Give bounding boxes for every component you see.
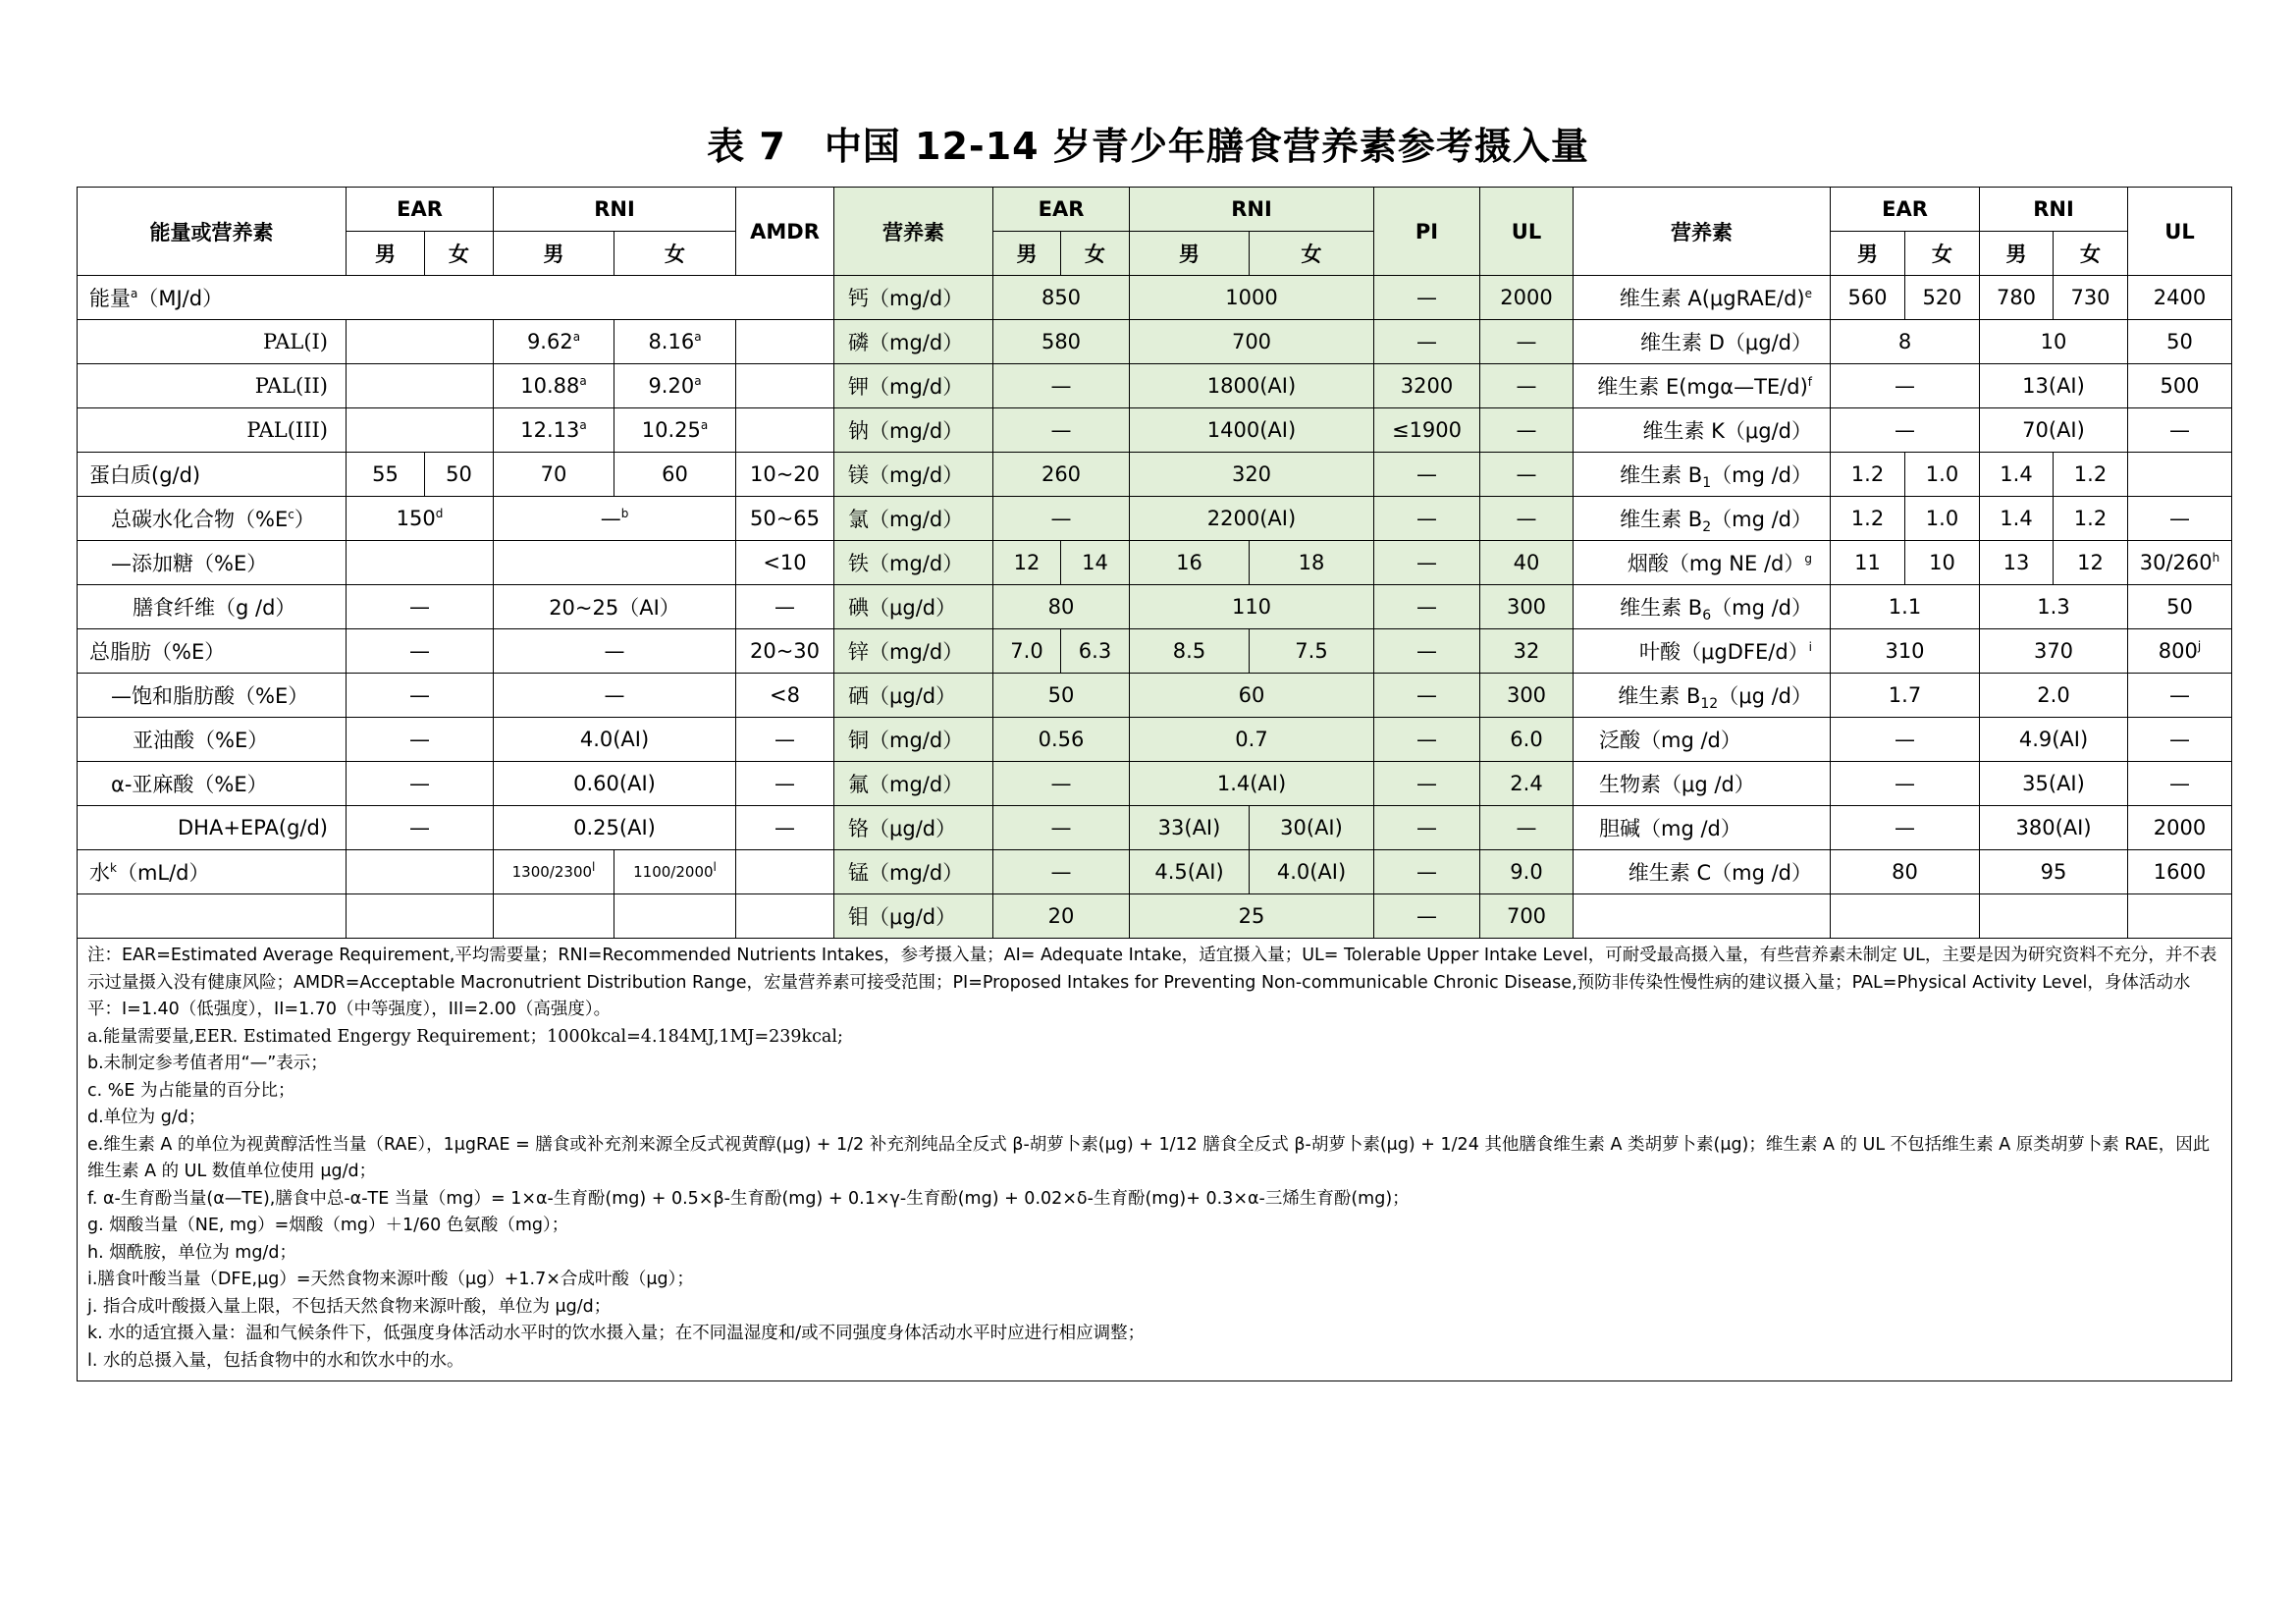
rni-female-value: 30(AI): [1250, 806, 1374, 850]
note-k: k. 水的适宜摄入量：温和气候条件下，低强度身体活动水平时的饮水摄入量；在不同温湿度和/或不同强度身体活动水平时应进行相应调整；: [87, 1324, 1146, 1343]
rni-value: 2200(AI): [1130, 497, 1374, 541]
table-row: [78, 762, 2232, 806]
rni-value: 380(AI): [1980, 806, 2128, 850]
rni-value: 25: [1130, 894, 1374, 939]
rni-value: —: [494, 629, 736, 674]
table-row: [78, 585, 2232, 629]
header-rni-right: RNI: [1980, 188, 2128, 232]
ear-value: 1.7: [1831, 674, 1980, 718]
header-nutrient-left: 能量或营养素: [78, 188, 347, 276]
ear-male-value: 1.2: [1831, 453, 1905, 497]
rni-value: 0.60(AI): [494, 762, 736, 806]
ul-value: 40: [1480, 541, 1574, 585]
ear-male-value: 12: [993, 541, 1061, 585]
ear-male-value: 11: [1831, 541, 1905, 585]
rni-value: [494, 541, 736, 585]
amdr-value: [736, 408, 834, 453]
ear-value: —: [993, 497, 1130, 541]
rni-value: 1.3: [1980, 585, 2128, 629]
rni-value: 1000: [1130, 276, 1374, 320]
rni-female-value: 7.5: [1250, 629, 1374, 674]
fiber-label: 膳食纤维（g /d）: [78, 585, 347, 629]
vitamin-name: 生物素（μg /d）: [1574, 762, 1831, 806]
rni-value: 320: [1130, 453, 1374, 497]
table-row: [78, 718, 2232, 762]
header-amdr: AMDR: [736, 188, 834, 276]
ear-value: —: [993, 806, 1130, 850]
amdr-value: 20~30: [736, 629, 834, 674]
vitamin-name: 维生素 D（μg/d）: [1574, 320, 1831, 364]
ul-value: 50: [2128, 320, 2232, 364]
header-ear-mid: EAR: [993, 188, 1130, 232]
rni-male-value: 1.4: [1980, 453, 2054, 497]
ul-value: 500: [2128, 364, 2232, 408]
note-d: d.单位为 g/d；: [87, 1108, 206, 1127]
ul-value: 1600: [2128, 850, 2232, 894]
vitamin-name: 维生素 A(μgRAE/d)$^e$: [1574, 276, 1831, 320]
vitamin-name: 泛酸（mg /d）: [1574, 718, 1831, 762]
mineral-name: 氟（mg/d）: [834, 762, 993, 806]
pi-value: —: [1374, 718, 1480, 762]
table-row: [78, 629, 2232, 674]
ear-female-value: 1.0: [1905, 453, 1980, 497]
header-ear-right: EAR: [1831, 188, 1980, 232]
ul-value: 30/260$^h$: [2128, 541, 2232, 585]
vitamin-name: 维生素 $B_2(mg$ /d）: [1574, 497, 1831, 541]
empty-cell: [614, 894, 736, 939]
notes-row: [78, 939, 2232, 1381]
rni-female-value: 60: [614, 453, 736, 497]
amdr-value: 10~20: [736, 453, 834, 497]
table-row: [78, 850, 2232, 894]
mineral-name: 碘（μg/d）: [834, 585, 993, 629]
pi-value: —: [1374, 585, 1480, 629]
rni-value: —$^b$: [494, 497, 736, 541]
ear-value: 310: [1831, 629, 1980, 674]
table-row: [78, 364, 2232, 408]
vitamin-name: 维生素 E(mgα—TE/d)$^f$: [1574, 364, 1831, 408]
rni-male-value: 4.5(AI): [1130, 850, 1250, 894]
ear-value: 80: [993, 585, 1130, 629]
rni-male-value: 10.88$^a$: [494, 364, 614, 408]
note-a: a.能量需要量,EER. Estimated Engergy Requirement；1000kcal=4.184MJ,1MJ=239kcal;: [87, 1026, 843, 1047]
ear-male-value: 560: [1831, 276, 1905, 320]
mineral-name: 钠（mg/d）: [834, 408, 993, 453]
ear-value: —: [993, 850, 1130, 894]
rni-male-value: 33(AI): [1130, 806, 1250, 850]
rni-value: 2.0: [1980, 674, 2128, 718]
vitamin-name: 维生素 $B_{12}(\mu g$ /d）: [1574, 674, 1831, 718]
table-row: [78, 497, 2232, 541]
empty-cell: [736, 894, 834, 939]
ear-male-value: 1.2: [1831, 497, 1905, 541]
mineral-name: 钙（mg/d）: [834, 276, 993, 320]
ul-value: —: [2128, 718, 2232, 762]
rni-value: 13(AI): [1980, 364, 2128, 408]
pal-label: PAL(III): [78, 408, 347, 453]
ear-value: —: [993, 364, 1130, 408]
empty-cell: [1980, 894, 2128, 939]
note-l: l. 水的总摄入量，包括食物中的水和饮水中的水。: [87, 1350, 464, 1371]
header-pi: PI: [1374, 188, 1480, 276]
ear-value: —: [1831, 718, 1980, 762]
mineral-name: 磷（mg/d）: [834, 320, 993, 364]
header-male: 男: [347, 232, 425, 276]
rni-male-value: 8.5: [1130, 629, 1250, 674]
vitamin-name: 烟酸（mg NE /d）$^g$: [1574, 541, 1831, 585]
pal-label: PAL(I): [78, 320, 347, 364]
ul-value: —: [1480, 408, 1574, 453]
header-rni-left: RNI: [494, 188, 736, 232]
ala-label: α-亚麻酸（%E）: [78, 762, 347, 806]
pi-value: —: [1374, 762, 1480, 806]
rni-male-value: 16: [1130, 541, 1250, 585]
ul-value: 9.0: [1480, 850, 1574, 894]
ul-value: [2128, 453, 2232, 497]
note-intro: 注：EAR=Estimated Average Requirement,平均需要量；RNI=Recommended Nutrients Intakes，参考摄入量；AI= Adequate Intake，适宜摄入量；UL= Tolerable Upper Intake Level，可耐受最高摄入量，有些营养素未制定 UL，主要是因为研究资料不充分，并不表示过量摄入没有健康风险；AMDR=Acceptable Macronutrient Distribution Range，宏量营养素可接受范围；PI=Proposed Intakes for Preventing Non-communicable Chronic Disease,预防非传染性慢性病的建议摄入量；PAL=Physical Activity Level，身体活动水平：I=1.40（低强度），II=1.70（中等强度），III=2.00（高强度）。: [87, 946, 2217, 1019]
mineral-name: 镁（mg/d）: [834, 453, 993, 497]
ear-value: [347, 408, 494, 453]
amdr-value: [736, 850, 834, 894]
water-label: 水$^k$（mL/d）: [78, 850, 347, 894]
ul-value: —: [2128, 762, 2232, 806]
ul-value: 300: [1480, 674, 1574, 718]
sfa-label: —饱和脂肪酸（%E）: [78, 674, 347, 718]
ear-value: —: [347, 806, 494, 850]
ul-value: 300: [1480, 585, 1574, 629]
ul-value: 32: [1480, 629, 1574, 674]
mineral-name: 钾（mg/d）: [834, 364, 993, 408]
rni-value: 70(AI): [1980, 408, 2128, 453]
ul-value: —: [1480, 364, 1574, 408]
ear-value: 20: [993, 894, 1130, 939]
rni-male-value: 1.4: [1980, 497, 2054, 541]
table-row: [78, 894, 2232, 939]
vitamin-name: 维生素 $B_6(mg$ /d）: [1574, 585, 1831, 629]
vitamin-name: 胆碱（mg /d）: [1574, 806, 1831, 850]
header-ul-right: UL: [2128, 188, 2232, 276]
ear-value: —: [347, 585, 494, 629]
ul-value: 2.4: [1480, 762, 1574, 806]
mineral-name: 钼（μg/d）: [834, 894, 993, 939]
ear-value: 80: [1831, 850, 1980, 894]
ear-value: 580: [993, 320, 1130, 364]
rni-value: 1800(AI): [1130, 364, 1374, 408]
rni-female-value: 8.16$^a$: [614, 320, 736, 364]
ear-female-value: 520: [1905, 276, 1980, 320]
vitamin-name: 叶酸（μgDFE/d）$^i$: [1574, 629, 1831, 674]
ear-value: —: [347, 629, 494, 674]
carb-label: 总碳水化合物$(\%E^c)$: [78, 497, 347, 541]
rni-value: 0.25(AI): [494, 806, 736, 850]
empty-cell: [2128, 894, 2232, 939]
ear-value: [347, 541, 494, 585]
la-label: 亚油酸（%E）: [78, 718, 347, 762]
pi-value: —: [1374, 276, 1480, 320]
empty-cell: [347, 894, 494, 939]
vitamin-name: 维生素 $B_1(mg$ /d）: [1574, 453, 1831, 497]
ear-value: —: [993, 762, 1130, 806]
empty-cell: [1574, 894, 1831, 939]
rni-female-value: 18: [1250, 541, 1374, 585]
header-female: 女: [1250, 232, 1374, 276]
header-female: 女: [425, 232, 494, 276]
table-row: [78, 806, 2232, 850]
rni-male-value: 70: [494, 453, 614, 497]
pi-value: —: [1374, 453, 1480, 497]
ear-value: —: [1831, 364, 1980, 408]
empty-cell: [1831, 894, 1980, 939]
table-row: [78, 453, 2232, 497]
ul-value: —: [2128, 674, 2232, 718]
mineral-name: 铬（μg/d）: [834, 806, 993, 850]
header-female: 女: [1061, 232, 1130, 276]
vitamin-name: 维生素 K（μg/d）: [1574, 408, 1831, 453]
note-h: h. 烟酰胺，单位为 mg/d；: [87, 1242, 296, 1263]
rni-value: 110: [1130, 585, 1374, 629]
empty-cell: [78, 894, 347, 939]
ear-female-value: 14: [1061, 541, 1130, 585]
ul-value: —: [1480, 453, 1574, 497]
ear-value: [347, 850, 494, 894]
page-title: 表 7 中国 12-14 岁青少年膳食营养素参考摄入量: [707, 125, 1589, 168]
amdr-value: —: [736, 762, 834, 806]
amdr-value: 50~65: [736, 497, 834, 541]
rni-female-value: 10.25$^a$: [614, 408, 736, 453]
header-female: 女: [614, 232, 736, 276]
ul-value: 800$^j$: [2128, 629, 2232, 674]
table-row: [78, 276, 2232, 320]
mineral-name: 铜（mg/d）: [834, 718, 993, 762]
rni-male-value: 780: [1980, 276, 2054, 320]
ear-value: 150$^d$: [347, 497, 494, 541]
table-row: [78, 408, 2232, 453]
ul-value: 700: [1480, 894, 1574, 939]
header-nutrient-right: 营养素: [1574, 188, 1831, 276]
rni-value: 35(AI): [1980, 762, 2128, 806]
ear-value: —: [347, 674, 494, 718]
ear-value: 0.56: [993, 718, 1130, 762]
pi-value: —: [1374, 629, 1480, 674]
rni-value: 95: [1980, 850, 2128, 894]
ul-value: 50: [2128, 585, 2232, 629]
rni-male-value: 13: [1980, 541, 2054, 585]
ul-value: —: [1480, 806, 1574, 850]
rni-value: 4.0(AI): [494, 718, 736, 762]
rni-value: 700: [1130, 320, 1374, 364]
note-c: c. %E 为占能量的百分比；: [87, 1080, 295, 1101]
rni-value: 1400(AI): [1130, 408, 1374, 453]
vitamin-name: 维生素 C（mg /d）: [1574, 850, 1831, 894]
ul-value: —: [1480, 320, 1574, 364]
table-row: [78, 320, 2232, 364]
rni-value: 0.7: [1130, 718, 1374, 762]
rni-value: 1.4(AI): [1130, 762, 1374, 806]
rni-female-value: 1100/2000$^l$: [614, 850, 736, 894]
rni-value: 4.9(AI): [1980, 718, 2128, 762]
header-rni-mid: RNI: [1130, 188, 1374, 232]
amdr-value: <10: [736, 541, 834, 585]
ul-value: —: [1480, 497, 1574, 541]
header-male: 男: [494, 232, 614, 276]
ear-male-value: 7.0: [993, 629, 1061, 674]
ear-male-value: 55: [347, 453, 425, 497]
rni-male-value: 9.62$^a$: [494, 320, 614, 364]
ul-value: 2400: [2128, 276, 2232, 320]
ear-value: —: [347, 762, 494, 806]
ear-female-value: 1.0: [1905, 497, 1980, 541]
amdr-value: [736, 320, 834, 364]
ear-value: —: [1831, 806, 1980, 850]
note-f: f. α-生育酚当量(α—TE),膳食中总-α-TE 当量（mg）= 1×α-生育酚(mg) + 0.5×β-生育酚(mg) + 0.1×γ-生育酚(mg) + 0.02×δ-生育酚(mg)+ 0.3×α-三烯生育酚(mg)；: [87, 1188, 1410, 1209]
pi-value: —: [1374, 541, 1480, 585]
rni-value: 60: [1130, 674, 1374, 718]
note-b: b.未制定参考值者用“—”表示；: [87, 1054, 328, 1073]
rni-female-value: 12: [2054, 541, 2128, 585]
mineral-name: 硒（μg/d）: [834, 674, 993, 718]
header-female: 女: [2054, 232, 2128, 276]
pi-value: —: [1374, 850, 1480, 894]
ear-value: 50: [993, 674, 1130, 718]
pi-value: ≤1900: [1374, 408, 1480, 453]
amdr-value: —: [736, 806, 834, 850]
table-row: [78, 541, 2232, 585]
nutrient-reference-table: [77, 187, 2232, 1381]
mineral-name: 锌（mg/d）: [834, 629, 993, 674]
header-male: 男: [993, 232, 1061, 276]
header-male: 男: [1831, 232, 1905, 276]
ear-value: —: [1831, 762, 1980, 806]
table-row: [78, 674, 2232, 718]
ear-female-value: 50: [425, 453, 494, 497]
pi-value: —: [1374, 497, 1480, 541]
ear-value: —: [1831, 408, 1980, 453]
ul-value: 2000: [2128, 806, 2232, 850]
ul-value: 6.0: [1480, 718, 1574, 762]
dha-label: DHA+EPA(g/d): [78, 806, 347, 850]
pi-value: —: [1374, 320, 1480, 364]
notes-cell: [78, 939, 2232, 1381]
amdr-value: —: [736, 585, 834, 629]
header-ear-left: EAR: [347, 188, 494, 232]
energy-label: 能量$^a$（MJ/d）: [78, 276, 834, 320]
rni-male-value: 1300/2300$^l$: [494, 850, 614, 894]
amdr-value: —: [736, 718, 834, 762]
pi-value: —: [1374, 894, 1480, 939]
header-nutrient-mid: 营养素: [834, 188, 993, 276]
rni-male-value: 12.13$^a$: [494, 408, 614, 453]
amdr-value: [736, 364, 834, 408]
pi-value: —: [1374, 806, 1480, 850]
ear-female-value: 6.3: [1061, 629, 1130, 674]
ul-value: —: [2128, 408, 2232, 453]
note-e: e.维生素 A 的单位为视黄醇活性当量（RAE），1μgRAE = 膳食或补充剂来源全反式视黄醇(μg) + 1/2 补充剂纯品全反式 β-胡萝卜素(μg) + 1/12 膳食全反式 β-胡萝卜素(μg) + 1/24 其他膳食维生素 A 类胡萝卜素(μg)；维生素 A 的 UL 不包括维生素 A 原类胡萝卜素 RAE，因此维生素 A 的 UL 数值单位使用 μg/d；: [87, 1134, 2211, 1181]
mineral-name: 氯（mg/d）: [834, 497, 993, 541]
ear-value: [347, 320, 494, 364]
ul-value: 2000: [1480, 276, 1574, 320]
mineral-name: 铁（mg/d）: [834, 541, 993, 585]
empty-cell: [494, 894, 614, 939]
rni-female-value: 9.20$^a$: [614, 364, 736, 408]
amdr-value: <8: [736, 674, 834, 718]
header-female: 女: [1905, 232, 1980, 276]
fat-label: 总脂肪（%E）: [78, 629, 347, 674]
note-g: g. 烟酸当量（NE, mg）=烟酸（mg）＋1/60 色氨酸（mg）；: [87, 1216, 569, 1235]
rni-female-value: 4.0(AI): [1250, 850, 1374, 894]
rni-value: —: [494, 674, 736, 718]
ear-value: [347, 364, 494, 408]
ear-value: 850: [993, 276, 1130, 320]
mineral-name: 锰（mg/d）: [834, 850, 993, 894]
rni-value: 370: [1980, 629, 2128, 674]
ul-value: —: [2128, 497, 2232, 541]
header-ul-mid: UL: [1480, 188, 1574, 276]
ear-value: 1.1: [1831, 585, 1980, 629]
pal-label: PAL(II): [78, 364, 347, 408]
rni-value: 10: [1980, 320, 2128, 364]
rni-female-value: 730: [2054, 276, 2128, 320]
pi-value: —: [1374, 674, 1480, 718]
note-j: j. 指合成叶酸摄入量上限，不包括天然食物来源叶酸，单位为 μg/d；: [87, 1296, 612, 1317]
protein-label: 蛋白质(g/d): [78, 453, 347, 497]
ear-value: —: [993, 408, 1130, 453]
ear-value: —: [347, 718, 494, 762]
header-male: 男: [1130, 232, 1250, 276]
rni-female-value: 1.2: [2054, 453, 2128, 497]
sugar-label: —添加糖（%E）: [78, 541, 347, 585]
rni-female-value: 1.2: [2054, 497, 2128, 541]
ear-value: 260: [993, 453, 1130, 497]
header-male: 男: [1980, 232, 2054, 276]
rni-value: 20~25（AI）: [494, 585, 736, 629]
ear-female-value: 10: [1905, 541, 1980, 585]
note-i: i.膳食叶酸当量（DFE,μg）=天然食物来源叶酸（μg）+1.7×合成叶酸（μg）；: [87, 1270, 694, 1289]
ear-value: 8: [1831, 320, 1980, 364]
pi-value: 3200: [1374, 364, 1480, 408]
